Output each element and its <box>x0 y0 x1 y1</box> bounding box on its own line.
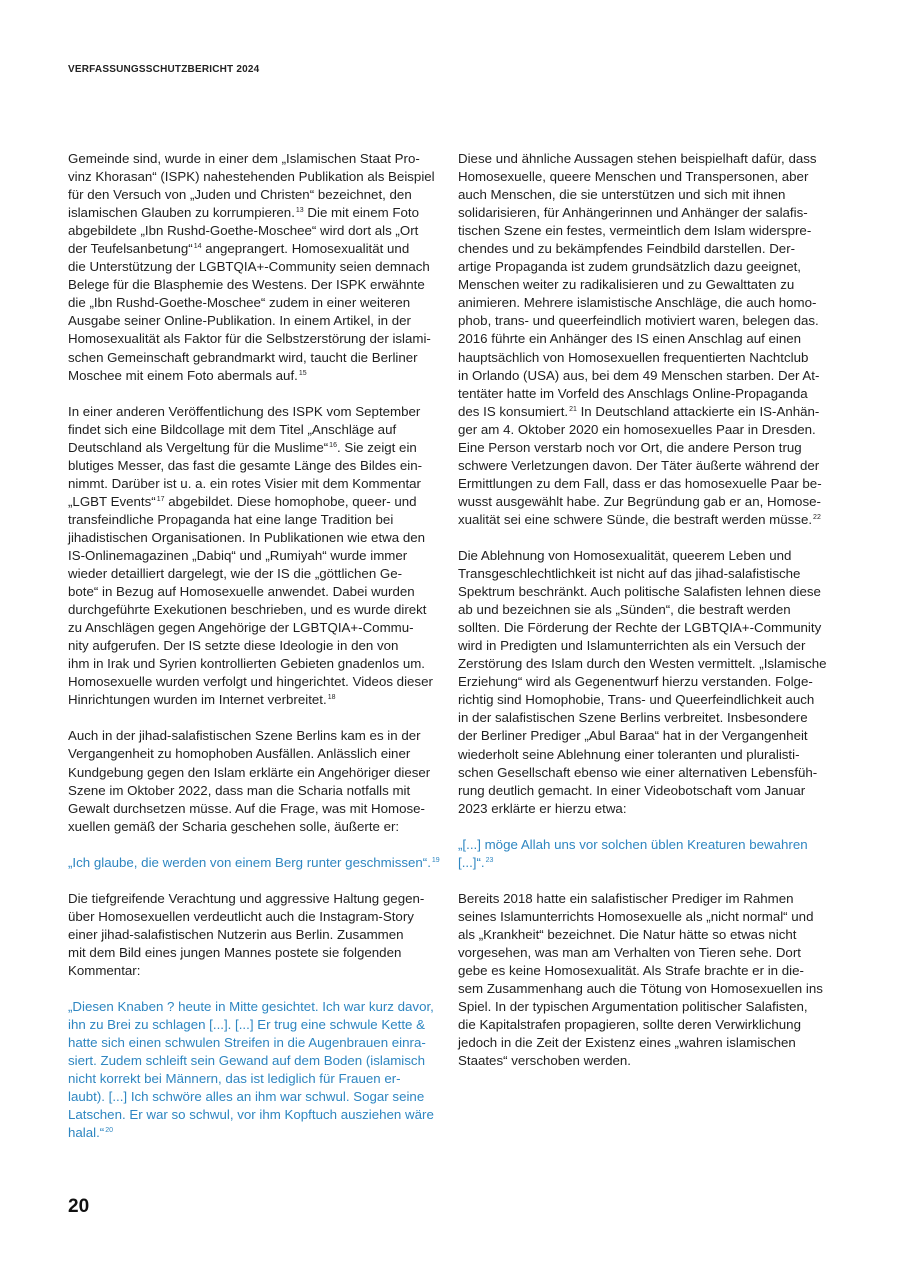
footnote-ref: 19 <box>431 856 440 864</box>
text-line: vorgesehen, was man am Verhalten von Tieren sehe. Dort <box>458 944 801 960</box>
text-line: Szene im Oktober 2022, dass man die Scharia notfalls mit <box>68 782 411 798</box>
text-line: Die tiefgreifende Verachtung und aggressive Haltung gegen- <box>68 890 425 906</box>
text-line: Spektrum beschränkt. Auch politische Salafisten lehnen diese <box>458 584 821 600</box>
text-line: Die Ablehnung von Homosexualität, queerem Leben und <box>458 547 792 563</box>
footnote-ref: 23 <box>485 856 494 864</box>
text-line: animieren. Mehrere islamistische Anschläge, die auch homo- <box>458 295 817 311</box>
text-line: xuellen gemäß der Scharia geschehen solle, äußerte er: <box>68 818 400 834</box>
quote-paragraph <box>68 854 440 872</box>
text-line: Hinrichtungen wurden im Internet verbreitet.$^{18}$ <box>68 692 336 708</box>
text-line: zu Anschlägen gegen Angehörige der LGBTQIA+-Commu- <box>68 620 414 636</box>
text-line: IS-Onlinemagazinen „Dabiq“ und „Rumiyah“ wurde immer <box>68 547 408 563</box>
text-line: xualität sei eine schwere Sünde, die bestraft werden müsse.$^{22}$ <box>458 511 821 527</box>
text-line: Menschen weiter zu radikalisieren und zu Gewalttaten zu <box>458 277 795 293</box>
footnote-ref: 16 <box>329 441 337 449</box>
footnote-ref: 18 <box>327 694 336 702</box>
text-line: sem Zusammenhang auch die Tötung von Homosexuellen ins <box>458 981 823 997</box>
text-line: der Teufelsanbetung“$^{14}$ angeprangert. Homosexualität und <box>68 241 410 257</box>
left-column <box>68 150 440 1160</box>
text-line: In einer anderen Veröffentlichung des ISPK vom September <box>68 403 421 419</box>
text-line: „Diesen Knaben ? heute in Mitte gesichtet. Ich war kurz davor, <box>68 998 434 1014</box>
text-line: ihm in Irak und Syrien kontrollierten Gebieten gnadenlos um. <box>68 656 425 672</box>
text-line: solidarisieren, für Anhängerinnen und Anhänger der salafis- <box>458 205 808 221</box>
right-column <box>458 150 830 1088</box>
text-line: artige Propaganda ist zudem grundsätzlich dazu geeignet, <box>458 259 801 275</box>
text-line: über Homosexuellen verdeutlicht auch die Instagram-Story <box>68 908 414 924</box>
footnote-ref: 14 <box>193 243 202 251</box>
text-line: laubt). [...] Ich schwöre alles an ihm war schwul. Sogar seine <box>68 1089 425 1105</box>
text-line: seines Islamunterrichts Homosexuelle als „nicht normal“ und <box>458 908 814 924</box>
quote-paragraph <box>458 836 830 872</box>
text-line: „Ich glaube, die werden von einem Berg runter geschmissen“.$^{19}$ <box>68 854 440 870</box>
text-line: transfeindliche Propaganda hat eine lange Tradition bei <box>68 511 394 527</box>
text-line: islamischen Glauben zu korrumpieren.$^{13}$ Die mit einem Foto <box>68 205 419 221</box>
text-line: in Orlando (USA) aus, bei dem 49 Menschen starben. Der At- <box>458 367 820 383</box>
text-line: Bereits 2018 hatte ein salafistischer Prediger im Rahmen <box>458 890 794 906</box>
text-line: Spiel. In der typischen Argumentation politischer Salafisten, <box>458 999 808 1015</box>
text-line: in der salafistischen Szene Berlins verbreitet. Insbesondere <box>458 710 808 726</box>
text-line: die Kapitalstrafen propagieren, sollte deren Verwirklichung <box>458 1017 801 1033</box>
paragraph <box>68 890 440 980</box>
text-line: mit dem Bild eines jungen Mannes postete sie folgenden <box>68 944 402 960</box>
text-line: rung deutlich gemacht. In einer Videobotschaft vom Januar <box>458 782 806 798</box>
footnote-ref: 17 <box>156 495 165 503</box>
text-line: Belege für die Blasphemie des Westens. Der ISPK erwähnte <box>68 277 425 293</box>
text-line: Homosexuelle wurden verfolgt und hingerichtet. Videos dieser <box>68 674 433 690</box>
text-line: 2023 erklärte er hierzu etwa: <box>458 800 627 816</box>
text-line: Kundgebung gegen den Islam erklärte ein Angehöriger dieser <box>68 764 431 780</box>
text-line: schwere Verletzungen davon. Der Täter äußerte während der <box>458 457 820 473</box>
text-line: blutiges Messer, das fast die gesamte Länge des Bildes ein- <box>68 457 423 473</box>
text-line: auch Menschen, die sie unterstützen und sich mit ihnen <box>458 187 786 203</box>
text-line: Auch in der jihad-salafistischen Szene Berlins kam es in der <box>68 728 421 744</box>
text-line: schen Gesellschaft ebenso wie einer alternativen Lebensfüh- <box>458 764 818 780</box>
paragraph <box>458 547 830 818</box>
text-line: Homosexualität als Faktor für die Selbstzerstörung der islami- <box>68 331 431 347</box>
text-line: der Berliner Prediger „Abul Baraa“ hat in der Vergangenheit <box>458 728 808 744</box>
text-line: chendes und zu bekämpfendes Feindbild darstellen. Der- <box>458 241 796 257</box>
text-line: Erziehung“ wird als Gegenentwurf hierzu verstanden. Folge- <box>458 674 813 690</box>
text-line: Deutschland als Vergeltung für die Muslime“$^{16}$. Sie zeigt ein <box>68 439 417 455</box>
text-line: Zerstörung des Islam durch den Westen vermittelt. „Islamische <box>458 656 827 672</box>
text-line: ger am 4. Oktober 2020 ein homosexuelles Paar in Dresden. <box>458 421 816 437</box>
paragraph <box>68 727 440 835</box>
text-line: Moschee mit einem Foto abermals auf.$^{15}$ <box>68 367 307 383</box>
paragraph <box>68 150 440 385</box>
text-line: des IS konsumiert.$^{21}$ In Deutschland attackierte ein IS-Anhän- <box>458 403 820 419</box>
text-line: nimmt. Darüber ist u. a. ein rotes Visier mit dem Kommentar <box>68 475 421 491</box>
text-line: einer jihad-salafistischen Nutzerin aus Berlin. Zusammen <box>68 926 404 942</box>
report-header: VERFASSUNGSSCHUTZBERICHT 2024 <box>68 64 260 75</box>
text-line: nity aufgerufen. Der IS setzte diese Ideologie in den von <box>68 638 399 654</box>
text-line: als „Krankheit“ bezeichnet. Die Natur hätte so etwas nicht <box>458 926 797 942</box>
text-line: Ausgabe seiner Online-Publikation. In einem Artikel, in der <box>68 313 411 329</box>
text-line: Diese und ähnliche Aussagen stehen beispielhaft dafür, dass <box>458 151 817 166</box>
text-line: für den Versuch von „Juden und Christen“ bezeichnet, den <box>68 187 412 203</box>
text-line: „LGBT Events“$^{17}$ abgebildet. Diese homophobe, queer- und <box>68 493 417 509</box>
footnote-ref: 15 <box>298 369 307 377</box>
text-line: Staates“ verschoben werden. <box>458 1053 631 1069</box>
footnote-ref: 13 <box>295 207 304 215</box>
text-line: vinz Khorasan“ (ISPK) nahestehenden Publikation als Beispiel <box>68 169 435 185</box>
page-number: 20 <box>68 1196 90 1217</box>
text-line: jedoch in die Zeit der Existenz eines „wahren islamischen <box>458 1035 796 1051</box>
footnote-ref: 22 <box>813 513 821 521</box>
text-line: wiederholt seine Ablehnung einer toleranten und pluralisti- <box>458 746 800 762</box>
footnote-ref: 20 <box>105 1127 114 1135</box>
text-line: 2016 führte ein Anhänger des IS einen Anschlag auf einen <box>458 331 802 347</box>
paragraph <box>458 150 830 529</box>
text-line: Eine Person verstarb noch vor Ort, die andere Person trug <box>458 439 802 455</box>
text-line: Ermittlungen zu dem Fall, dass er das homosexuelle Paar be- <box>458 475 822 491</box>
text-line: [...]“.$^{23}$ <box>458 854 494 870</box>
text-line: abgebildete „Ibn Rushd-Goethe-Moschee“ wird dort als „Ort <box>68 223 419 239</box>
text-line: durchgeführte Exekutionen beschrieben, und es wurde direkt <box>68 602 427 618</box>
text-line: Latschen. Er war so schwul, vor ihm Kopftuch ausziehen wäre <box>68 1107 434 1123</box>
text-line: tischen Szene ein festes, vermeintlich dem Islam widerspre- <box>458 223 812 239</box>
text-line: Gemeinde sind, wurde in einer dem „Islamischen Staat Pro- <box>68 151 420 166</box>
text-line: die „Ibn Rushd-Goethe-Moschee“ zudem in einer weiteren <box>68 295 411 311</box>
footnote-ref: 21 <box>569 405 577 413</box>
text-line: Transgeschlechtlichkeit ist nicht auf das jihad-salafistische <box>458 566 801 582</box>
text-line: schen Gemeinschaft gebrandmarkt wird, taucht die Berliner <box>68 349 418 365</box>
text-line: Gewalt durchsetzen müsse. Auf die Frage, was mit Homose- <box>68 800 425 816</box>
text-line: ab und bezeichnen sie als „Sünden“, die bestraft werden <box>458 602 791 618</box>
text-line: wieder detailliert dargelegt, wie der IS die „göttlichen Ge- <box>68 566 403 582</box>
text-line: tentäter hatte im Vorfeld des Anschlags Online-Propaganda <box>458 385 808 401</box>
text-line: richtig sind Homophobie, Trans- und Queerfeindlichkeit auch <box>458 692 815 708</box>
text-line: Vergangenheit zu homophoben Ausfällen. Anlässlich einer <box>68 746 411 762</box>
text-line: Kommentar: <box>68 962 141 978</box>
paragraph <box>458 890 830 1070</box>
quote-paragraph <box>68 998 440 1142</box>
text-line: phob, trans- und queerfeindlich motiviert waren, belegen das. <box>458 313 819 329</box>
text-line: nicht korrekt bei Männern, das ist lediglich für Frauen er- <box>68 1071 401 1087</box>
paragraph <box>68 403 440 710</box>
text-line: die Unterstützung der LGBTQIA+-Community seien demnach <box>68 259 430 275</box>
text-line: Homosexuelle, queere Menschen und Transpersonen, aber <box>458 169 809 185</box>
text-line: halal.“$^{20}$ <box>68 1125 114 1141</box>
text-line: hatte sich einen schwulen Streifen in die Augenbrauen einra- <box>68 1035 426 1051</box>
text-line: „[...] möge Allah uns vor solchen üblen Kreaturen bewahren <box>458 836 808 852</box>
text-line: hauptsächlich von Homosexuellen frequentierten Nachtclub <box>458 349 809 365</box>
text-line: gebe es keine Homosexualität. Als Strafe brachte er in die- <box>458 962 804 978</box>
text-line: jihadistischen Organisationen. In Publikationen wie etwa den <box>68 529 426 545</box>
text-line: wird in Predigten und Islamunterrichten als ein Versuch der <box>458 638 806 654</box>
text-line: bote“ in Bezug auf Homosexuelle anwendet. Dabei wurden <box>68 584 415 600</box>
text-line: siert. Zudem schleift sein Gewand auf dem Boden (islamisch <box>68 1053 425 1069</box>
text-line: wusst ausgewählt habe. Zur Begründung gab er an, Homose- <box>458 493 821 509</box>
text-line: ihn zu Brei zu schlagen [...]. [...] Er trug eine schwule Kette & <box>68 1017 425 1033</box>
text-line: findet sich eine Bildcollage mit dem Titel „Anschläge auf <box>68 421 397 437</box>
text-line: sollten. Die Förderung der Rechte der LGBTQIA+-Community <box>458 620 822 636</box>
